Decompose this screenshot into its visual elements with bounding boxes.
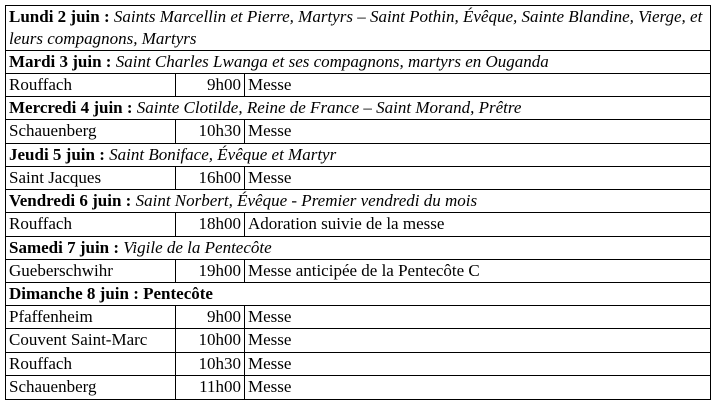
service-row — [6, 376, 711, 399]
day-label: Vendredi 6 juin : — [9, 191, 132, 211]
day-label: Dimanche 8 juin : — [9, 284, 139, 304]
service-time: 9h00 — [176, 306, 245, 329]
day-feast: Saint Norbert, Évêque - Premier vendredi du mois — [135, 191, 478, 211]
day-label: Mardi 3 juin : — [9, 52, 112, 71]
day-header-cell — [6, 6, 711, 51]
day-label: Jeudi 5 juin : — [9, 144, 105, 164]
service-place: Couvent Saint-Marc — [6, 329, 176, 352]
service-row — [6, 166, 711, 189]
service-place: Rouffach — [6, 352, 176, 375]
service-place: Rouffach — [6, 213, 176, 236]
service-description: Adoration suivie de la messe — [245, 213, 711, 236]
service-time: 9h00 — [176, 74, 245, 97]
service-row — [6, 329, 711, 352]
service-row — [6, 259, 711, 282]
day-header-row — [6, 6, 711, 51]
service-description: Messe — [245, 376, 711, 399]
day-header-row — [6, 283, 711, 306]
day-header-row — [6, 143, 711, 166]
service-description: Messe — [245, 74, 711, 97]
service-place: Pfaffenheim — [6, 306, 176, 329]
service-time: 16h00 — [176, 166, 245, 189]
mass-schedule-table — [5, 5, 711, 400]
day-feast: Saints Marcellin et Pierre, Martyrs – Saint Pothin, Évêque, Sainte Blandine, Vierge, et leurs compagnons, Martyrs — [9, 7, 703, 48]
service-place: Rouffach — [6, 74, 176, 97]
day-feast: Sainte Clotilde, Reine de France – Saint Morand, Prêtre — [136, 98, 522, 118]
day-header-cell — [6, 283, 711, 306]
service-row — [6, 352, 711, 375]
day-header-row — [6, 236, 711, 259]
service-row — [6, 213, 711, 236]
service-description: Messe — [245, 329, 711, 352]
service-row — [6, 306, 711, 329]
service-description: Messe — [245, 120, 711, 143]
service-place: Gueberschwihr — [6, 259, 176, 282]
service-place: Schauenberg — [6, 120, 176, 143]
service-time: 10h30 — [176, 120, 245, 143]
day-feast: Saint Boniface, Évêque et Martyr — [109, 144, 337, 164]
service-description: Messe — [245, 352, 711, 375]
day-label: Mercredi 4 juin : — [9, 98, 133, 118]
service-time: 10h00 — [176, 329, 245, 352]
service-time: 10h30 — [176, 352, 245, 375]
day-feast: Pentecôte — [143, 284, 213, 304]
service-description: Messe — [245, 166, 711, 189]
day-header-cell — [6, 97, 711, 120]
service-time: 19h00 — [176, 259, 245, 282]
day-header-row — [6, 51, 711, 74]
day-header-cell — [6, 236, 711, 259]
service-row — [6, 120, 711, 143]
day-label: Lundi 2 juin : — [9, 7, 110, 26]
day-header-row — [6, 190, 711, 213]
day-header-row — [6, 97, 711, 120]
schedule-body — [6, 6, 711, 400]
day-label: Samedi 7 juin : — [9, 237, 120, 257]
day-header-cell — [6, 143, 711, 166]
day-feast: Vigile de la Pentecôte — [123, 237, 272, 257]
day-header-cell — [6, 190, 711, 213]
service-place: Saint Jacques — [6, 166, 176, 189]
service-place: Schauenberg — [6, 376, 176, 399]
service-time: 18h00 — [176, 213, 245, 236]
service-time: 11h00 — [176, 376, 245, 399]
day-feast: Saint Charles Lwanga et ses compagnons, martyrs en Ouganda — [115, 52, 549, 71]
day-header-cell — [6, 51, 711, 74]
service-description: Messe anticipée de la Pentecôte C — [245, 259, 711, 282]
service-description: Messe — [245, 306, 711, 329]
service-row — [6, 74, 711, 97]
